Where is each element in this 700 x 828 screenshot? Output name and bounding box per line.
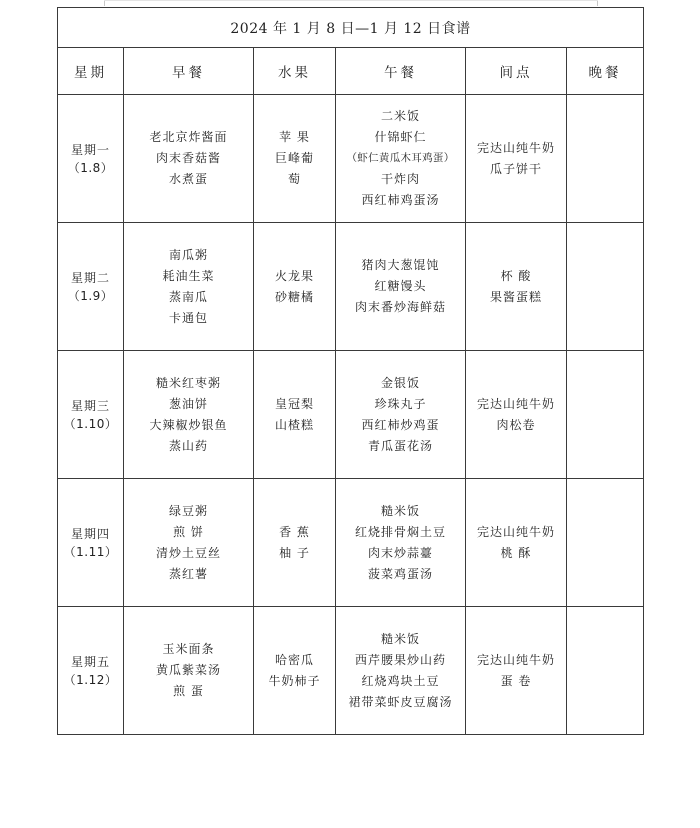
header-snack: 间点: [466, 48, 567, 95]
day-date: （1.9）: [67, 288, 114, 303]
menu-item: 糙米饭: [380, 631, 420, 646]
menu-item: 桃 酥: [500, 545, 532, 560]
menu-item: 老北京炸酱面: [149, 130, 228, 144]
menu-item: 黄瓜紫菜汤: [155, 663, 221, 677]
day-date: （1.10）: [63, 416, 118, 431]
menu-item: 大辣椒炒银鱼: [149, 417, 228, 432]
menu-item: 猪肉大葱馄饨: [361, 258, 440, 272]
menu-item: 完达山纯牛奶: [476, 524, 555, 539]
lunch-cell: [336, 95, 466, 223]
header-day: 星期: [58, 48, 124, 95]
menu-item: 瓜子饼干: [489, 161, 542, 176]
menu-item: 裙带菜虾皮豆腐汤: [348, 694, 453, 709]
menu-item: 肉末香菇酱: [155, 151, 221, 165]
menu-item: 煎 蛋: [173, 684, 204, 698]
menu-item: 红烧排骨焖土豆: [354, 524, 446, 539]
fruit-cell: [254, 95, 336, 223]
menu-item: 杯 酸: [500, 268, 532, 283]
menu-item: 蛋 卷: [500, 673, 532, 688]
header-breakfast: 早餐: [124, 48, 254, 95]
menu-item: 什锦虾仁: [374, 130, 427, 144]
breakfast-cell: [124, 607, 254, 735]
menu-item: 菠菜鸡蛋汤: [367, 566, 433, 581]
lunch-cell: [336, 351, 466, 479]
menu-item: 砂糖橘: [274, 289, 314, 304]
menu-item: （虾仁黄瓜木耳鸡蛋）: [346, 152, 455, 164]
menu-item: 蒸山药: [168, 438, 208, 453]
menu-item: 糙米饭: [380, 503, 420, 518]
menu-item: 肉松卷: [496, 417, 536, 432]
dinner-cell: [567, 95, 644, 223]
fruit-cell: [254, 351, 336, 479]
dinner-cell: [567, 607, 644, 735]
day-cell: [58, 95, 124, 223]
menu-item: 果酱蛋糕: [489, 289, 542, 304]
menu-item: 南瓜粥: [168, 247, 208, 262]
table-row-thursday: [58, 479, 644, 607]
day-name: 星期五: [70, 654, 110, 669]
day-date: （1.12）: [63, 672, 118, 687]
day-cell: [58, 351, 124, 479]
menu-item: 水煮蛋: [168, 172, 208, 186]
table-row-tuesday: [58, 223, 644, 351]
menu-item: 蒸南瓜: [168, 289, 208, 304]
day-cell: [58, 479, 124, 607]
menu-item: 牛奶柿子: [268, 673, 321, 688]
menu-item: 苹 果: [279, 130, 310, 144]
lunch-cell: [336, 223, 466, 351]
menu-item: 葱油饼: [168, 396, 208, 411]
snack-cell: [466, 95, 567, 223]
menu-item: 香 蕉: [279, 524, 310, 539]
lunch-cell: [336, 607, 466, 735]
snack-cell: [466, 607, 567, 735]
menu-item: 珍珠丸子: [374, 396, 427, 411]
menu-item: 萄: [287, 172, 301, 186]
table-row-friday: [58, 607, 644, 735]
menu-item: 西红柿炒鸡蛋: [361, 417, 440, 432]
menu-item: 玉米面条: [162, 642, 215, 656]
menu-item: 红烧鸡块土豆: [361, 673, 440, 688]
breakfast-cell: [124, 223, 254, 351]
menu-item: 二米饭: [380, 109, 420, 123]
menu-item: 糙米红枣粥: [155, 375, 221, 390]
fruit-cell: [254, 223, 336, 351]
menu-item: 金银饭: [380, 375, 420, 390]
menu-item: 绿豆粥: [168, 503, 208, 518]
menu-item: 青瓜蛋花汤: [367, 438, 433, 453]
page-top-rule: [104, 0, 598, 1]
menu-item: 耗油生菜: [162, 268, 215, 283]
breakfast-cell: [124, 95, 254, 223]
menu-item: 肉末番炒海鲜菇: [354, 300, 446, 314]
menu-item: 完达山纯牛奶: [476, 396, 555, 411]
day-cell: [58, 607, 124, 735]
menu-item: 西芹腰果炒山药: [354, 652, 446, 667]
menu-item: 西红柿鸡蛋汤: [361, 193, 440, 207]
menu-item: 山楂糕: [274, 417, 314, 432]
snack-cell: [466, 223, 567, 351]
menu-item: 完达山纯牛奶: [476, 140, 555, 155]
header-dinner: 晚餐: [567, 48, 644, 95]
fruit-cell: [254, 479, 336, 607]
header-lunch: 午餐: [336, 48, 466, 95]
menu-item: 卡通包: [168, 310, 208, 325]
fruit-cell: [254, 607, 336, 735]
menu-item: 煎 饼: [173, 524, 204, 539]
weekly-menu-table: [57, 7, 644, 735]
menu-item: 哈密瓜: [274, 652, 314, 667]
menu-item: 皇冠梨: [274, 396, 314, 411]
title-row: [58, 8, 644, 48]
breakfast-cell: [124, 351, 254, 479]
header-fruit: 水果: [254, 48, 336, 95]
menu-item: 火龙果: [274, 268, 314, 283]
header-row: [58, 48, 644, 95]
day-date: （1.11）: [63, 544, 118, 559]
breakfast-cell: [124, 479, 254, 607]
dinner-cell: [567, 351, 644, 479]
table-row-monday: [58, 95, 644, 223]
day-name: 星期二: [70, 270, 110, 285]
day-date: （1.8）: [67, 160, 114, 175]
table-row-wednesday: [58, 351, 644, 479]
lunch-cell: [336, 479, 466, 607]
menu-item: 肉末炒蒜薹: [367, 545, 433, 560]
menu-title: 2024 年 1 月 8 日—1 月 12 日食谱: [58, 8, 644, 48]
snack-cell: [466, 351, 567, 479]
menu-item: 蒸红薯: [168, 566, 208, 581]
menu-item: 红糖馒头: [374, 279, 427, 293]
menu-item: 清炒土豆丝: [155, 545, 221, 560]
day-name: 星期三: [70, 398, 110, 413]
day-cell: [58, 223, 124, 351]
menu-item: 柚 子: [279, 545, 310, 560]
dinner-cell: [567, 479, 644, 607]
day-name: 星期一: [70, 142, 110, 157]
menu-item: 干炸肉: [380, 172, 420, 186]
dinner-cell: [567, 223, 644, 351]
snack-cell: [466, 479, 567, 607]
day-name: 星期四: [70, 526, 110, 541]
menu-item: 完达山纯牛奶: [476, 652, 555, 667]
menu-item: 巨峰葡: [274, 151, 314, 165]
